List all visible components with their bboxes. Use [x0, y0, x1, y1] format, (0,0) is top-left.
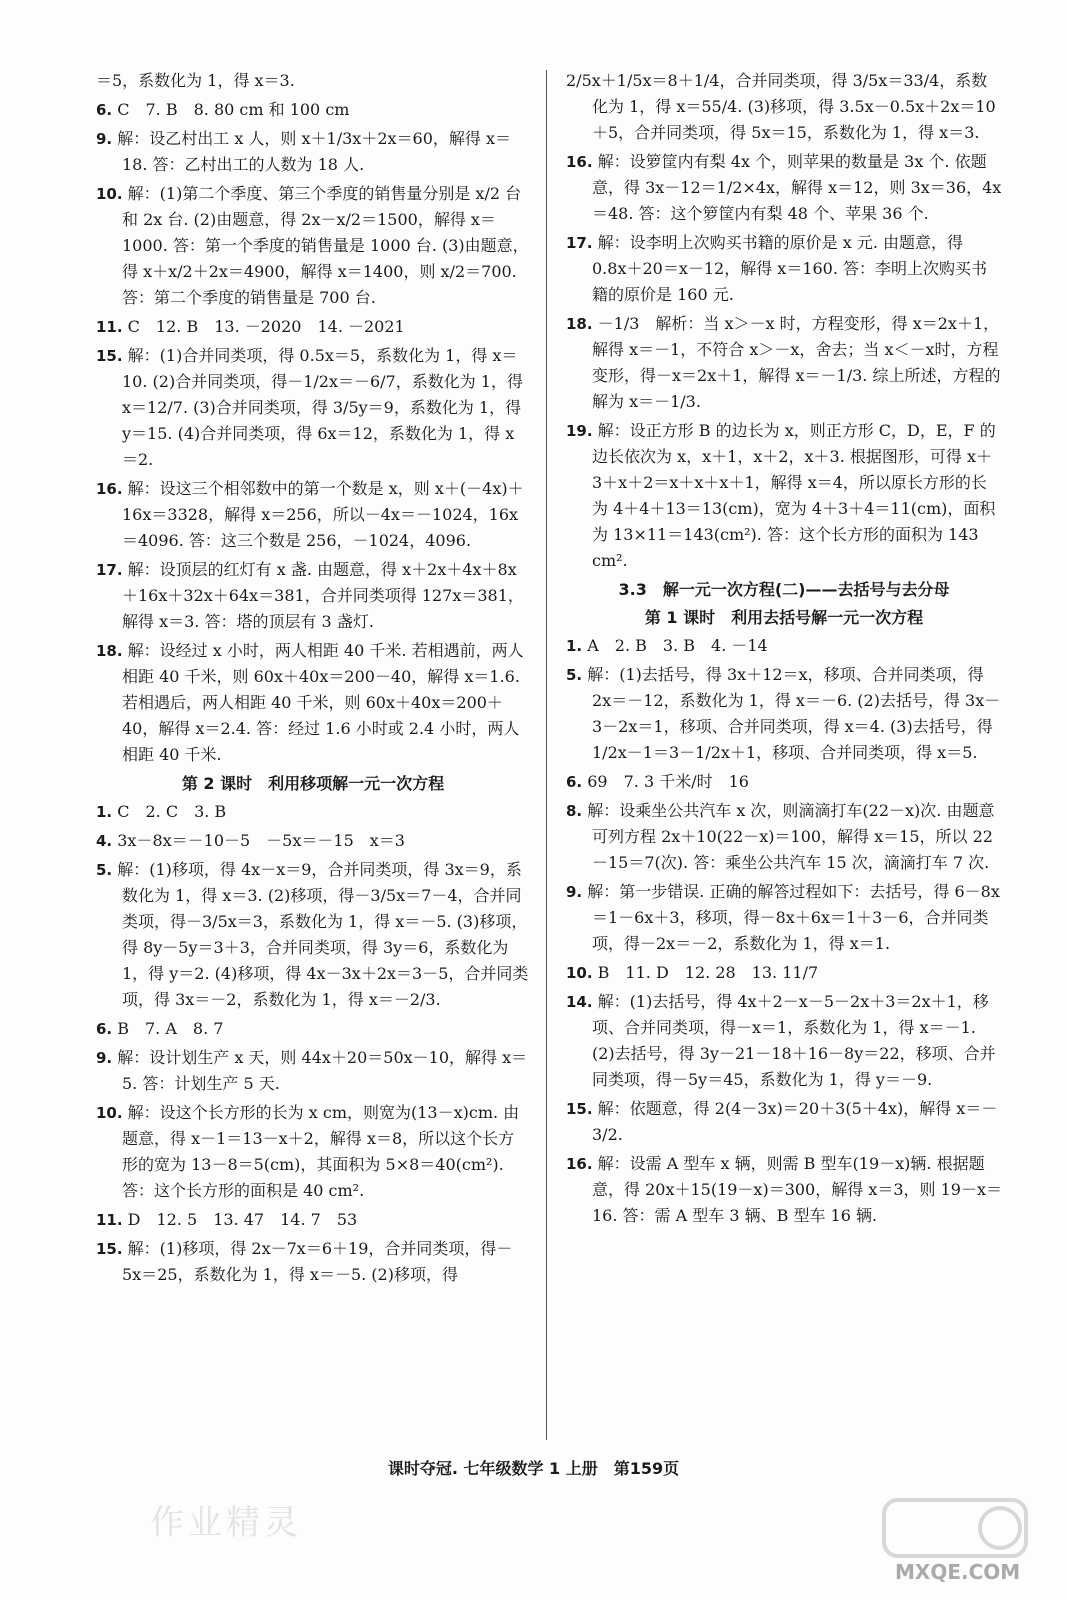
- item-number: 19.: [566, 422, 593, 440]
- answer-item: [566, 662, 1002, 766]
- answer-item: [96, 343, 530, 473]
- answer-item: [96, 1100, 530, 1204]
- answer-item: [96, 857, 530, 1013]
- item-text: 解：(1)去括号，得 4x＋2－x－5－2x＋3＝2x＋1，移项、合并同类项，得－x＝1，系数化为 1，得 x＝－1. (2)去括号，得 3y－21－18＋16－8y＝22，移项、合并同类项，得－5y＝45，系数化为 1，得 y＝－9.: [592, 992, 996, 1089]
- answer-item: [566, 769, 1002, 795]
- answer-item: [96, 476, 530, 554]
- answer-item: [566, 989, 1002, 1093]
- item-number: 18.: [96, 642, 123, 660]
- item-text: 解：(1)移项，得 2x－7x＝6＋19，合并同类项，得－5x＝25，系数化为 1，得 x＝－5. (2)移项，得: [122, 1239, 513, 1284]
- item-text: 解：设需 A 型车 x 辆，则需 B 型车(19－x)辆. 根据题意，得 20x＋15(19－x)＝300，解得 x＝3，则 19－x＝16. 答：需 A 型车 3 辆、B 型车 16 辆.: [592, 1154, 1002, 1225]
- item-number: 17.: [566, 234, 593, 252]
- item-text: 69 7. 3 千米/时 16: [587, 772, 749, 791]
- item-text: 解：第一步错误. 正确的解答过程如下：去括号，得 6－8x＝1－6x＋3，移项，得－8x＋6x＝1＋3－6，合并同类项，得－2x＝－2，系数化为 1，得 x＝1.: [587, 882, 1000, 953]
- item-number: 15.: [96, 347, 123, 365]
- watermark-site: MXQE.COM: [895, 1560, 1021, 1584]
- item-text: 解：设正方形 B 的边长为 x，则正方形 C，D，E，F 的边长依次为 x，x＋1，x＋2，x＋3. 根据图形，可得 x＋3＋x＋2＝x＋x＋x＋1，解得 x＝4，所以原长方形的长为 4＋4＋13＝13(cm)，宽为 4＋3＋4＝11(cm)，面积为 13×11＝143(cm²). 答：这个长方形的面积为 143 cm².: [592, 421, 996, 570]
- item-text: 解：设经过 x 小时，两人相距 40 千米. 若相遇前，两人相距 40 千米，则 60x＋40x＝200－40，解得 x＝1.6. 若相遇后，两人相距 40 千米，则 60x＋40x＝200＋40，解得 x＝2.4. 答：经过 1.6 小时或 2.4 小时，两人相距 40 千米.: [122, 641, 524, 764]
- answer-item: [96, 1016, 530, 1042]
- item-number: 6.: [566, 773, 583, 791]
- item-number: 9.: [566, 883, 583, 901]
- page-footer: 课时夺冠. 七年级数学 1 上册 第159页: [387, 1459, 680, 1478]
- item-text: 解：(1)第二个季度、第三个季度的销售量分别是 x/2 台和 2x 台. (2)由题意，得 2x－x/2＝1500，解得 x＝1000. 答：第一个季度的销售量是 1000 台. (3)由题意，得 x＋x/2＋2x＝4900，解得 x＝1400，则 x/2＝700. 答：第二个季度的销售量是 700 台.: [122, 184, 529, 307]
- answer-item: [96, 1207, 530, 1233]
- item-text: 解：设李明上次购买书籍的原价是 x 元. 由题意，得 0.8x＋20＝x－12，解得 x＝160. 答：李明上次购买书籍的原价是 160 元.: [592, 233, 988, 304]
- answer-item: [566, 1151, 1002, 1229]
- item-number: 16.: [566, 153, 593, 171]
- item-text: 解：设计划生产 x 天，则 44x＋20＝50x－10，解得 x＝5. 答：计划生产 5 天.: [117, 1048, 528, 1093]
- answer-item: [566, 960, 1002, 986]
- item-text: C 2. C 3. B: [117, 802, 227, 821]
- item-text: 解：设箩筐内有梨 4x 个，则苹果的数量是 3x 个. 依题意，得 3x－12＝1/2×4x，解得 x＝12，则 3x＝36，4x＝48. 答：这个箩筐内有梨 48 个、苹果 36 个.: [592, 152, 1002, 223]
- answer-item: [96, 828, 530, 854]
- item-text: 解：设乙村出工 x 人，则 x＋1/3x＋2x＝60，解得 x＝18. 答：乙村出工的人数为 18 人.: [117, 129, 511, 174]
- item-text: A 2. B 3. B 4. －14: [587, 636, 768, 655]
- item-text: 解：依题意，得 2(4－3x)＝20＋3(5＋4x)，解得 x＝－3/2.: [592, 1099, 998, 1144]
- item-number: 4.: [96, 832, 113, 850]
- item-text: 解：(1)移项，得 4x－x＝9，合并同类项，得 3x＝9，系数化为 1，得 x＝3. (2)移项，得－3/5x＝7－4，合并同类项，得－3/5x＝3，系数化为 1，得 x＝－5. (3)移项，得 8y－5y＝3＋3，合并同类项，得 3y＝6，系数化为 1，得 y＝2. (4)移项，得 4x－3x＋2x＝3－5，合并同类项，得 3x＝－2，系数化为 1，得 x＝－2/3.: [117, 860, 529, 1009]
- item-number: 10.: [566, 964, 593, 982]
- item-number: 5.: [96, 861, 113, 879]
- item-text: C 12. B 13. －2020 14. －2021: [127, 317, 405, 336]
- watermark-logo-icon: [880, 1490, 1030, 1570]
- item-text: 2/5x＋1/5x＝8＋1/4，合并同类项，得 3/5x＝33/4，系数化为 1，得 x＝55/4. (3)移项，得 3.5x－0.5x＋2x＝10＋5，合并同类项，得 5x＝15，系数化为 1，得 x＝3.: [566, 71, 996, 142]
- item-number: 16.: [96, 480, 123, 498]
- answer-item: [96, 1045, 530, 1097]
- item-number: 16.: [566, 1155, 593, 1173]
- answer-item: [96, 799, 530, 825]
- answer-item: [566, 68, 1002, 146]
- item-text: B 7. A 8. 7: [117, 1019, 224, 1038]
- answer-item: [96, 68, 530, 94]
- item-number: 8.: [566, 802, 583, 820]
- item-text: B 11. D 12. 28 13. 11/7: [597, 963, 819, 982]
- answer-item: [96, 97, 530, 123]
- answer-item: [566, 1096, 1002, 1148]
- answer-item: [96, 557, 530, 635]
- item-number: 1.: [96, 803, 113, 821]
- answer-item: [566, 149, 1002, 227]
- answer-item: [566, 311, 1002, 415]
- item-number: 10.: [96, 185, 123, 203]
- section-heading: 第 2 课时 利用移项解一元一次方程: [181, 774, 445, 793]
- item-text: 解：设这个长方形的长为 x cm，则宽为(13－x)cm. 由题意，得 x－1＝13－x＋2，解得 x＝8，所以这个长方形的宽为 13－8＝5(cm)，其面积为 5×8＝40(cm²). 答：这个长方形的面积是 40 cm².: [122, 1103, 520, 1200]
- item-number: 1.: [566, 637, 583, 655]
- item-text: D 12. 5 13. 47 14. 7 53: [127, 1210, 358, 1229]
- answer-item: [566, 418, 1002, 574]
- item-number: 10.: [96, 1104, 123, 1122]
- answer-item: [96, 638, 530, 768]
- answer-item: [96, 181, 530, 311]
- answer-item: [566, 230, 1002, 308]
- left-column: [96, 68, 530, 1291]
- answer-item: [566, 879, 1002, 957]
- item-text: ＝5，系数化为 1，得 x＝3.: [96, 71, 295, 90]
- item-text: 解：设乘坐公共汽车 x 次，则滴滴打车(22－x)次. 由题意可列方程 2x＋10(22－x)＝100，解得 x＝15，所以 22－15＝7(次). 答：乘坐公共汽车 15 次，滴滴打车 7 次.: [587, 801, 995, 872]
- item-text: －1/3 解析：当 x＞－x 时，方程变形，得 x＝2x＋1，解得 x＝－1，不符合 x＞－x，舍去；当 x＜－x时，方程变形，得－x＝2x＋1，解得 x＝－1/3. 综上所述，方程的解为 x＝－1/3.: [592, 314, 1001, 411]
- item-text: 3x－8x＝－10－5 －5x＝－15 x＝3: [117, 831, 405, 850]
- item-text: 解：设这三个相邻数中的第一个数是 x，则 x＋(－4x)＋16x＝3328，解得 x＝256，所以－4x＝－1024，16x＝4096. 答：这三个数是 256，－1024，4096.: [122, 479, 524, 550]
- item-number: 15.: [566, 1100, 593, 1118]
- answer-item: [566, 798, 1002, 876]
- item-text: 解：(1)去括号，得 3x＋12＝x，移项、合并同类项，得 2x＝－12，系数化为 1，得 x＝－6. (2)去括号，得 3x－3－2x＝1，移项、合并同类项，得 x＝4. (3)去括号，得 1/2x－1＝3－1/2x＋1，移项、合并同类项，得 x＝5.: [587, 665, 1001, 762]
- item-number: 15.: [96, 1240, 123, 1258]
- watermark-text: 作业精灵: [150, 1503, 302, 1543]
- item-text: 解：(1)合并同类项，得 0.5x＝5，系数化为 1，得 x＝10. (2)合并同类项，得－1/2x＝－6/7，系数化为 1，得 x＝12/7. (3)合并同类项，得 3/5y＝9，系数化为 1，得 y＝15. (4)合并同类项，得 6x＝12，系数化为 1，得 x＝2.: [122, 346, 523, 469]
- answer-item: [566, 633, 1002, 659]
- item-number: 6.: [96, 101, 113, 119]
- right-column: [566, 68, 1002, 1232]
- answer-item: [96, 126, 530, 178]
- item-text: C 7. B 8. 80 cm 和 100 cm: [117, 100, 350, 119]
- answer-item: [96, 314, 530, 340]
- section-heading: 3.3 解一元一次方程(二)——去括号与去分母: [618, 580, 950, 599]
- item-number: 11.: [96, 318, 123, 336]
- answer-item: [96, 1236, 530, 1288]
- item-number: 17.: [96, 561, 123, 579]
- item-text: 解：设顶层的红灯有 x 盏. 由题意，得 x＋2x＋4x＋8x＋16x＋32x＋64x＝381，合并同类项得 127x＝381，解得 x＝3. 答：塔的顶层有 3 盏灯.: [122, 560, 524, 631]
- item-number: 9.: [96, 1049, 113, 1067]
- item-number: 11.: [96, 1211, 123, 1229]
- column-divider: [546, 70, 547, 1440]
- item-number: 18.: [566, 315, 593, 333]
- item-number: 14.: [566, 993, 593, 1011]
- item-number: 9.: [96, 130, 113, 148]
- section-heading: 第 1 课时 利用去括号解一元一次方程: [644, 608, 924, 627]
- item-number: 6.: [96, 1020, 113, 1038]
- item-number: 5.: [566, 666, 583, 684]
